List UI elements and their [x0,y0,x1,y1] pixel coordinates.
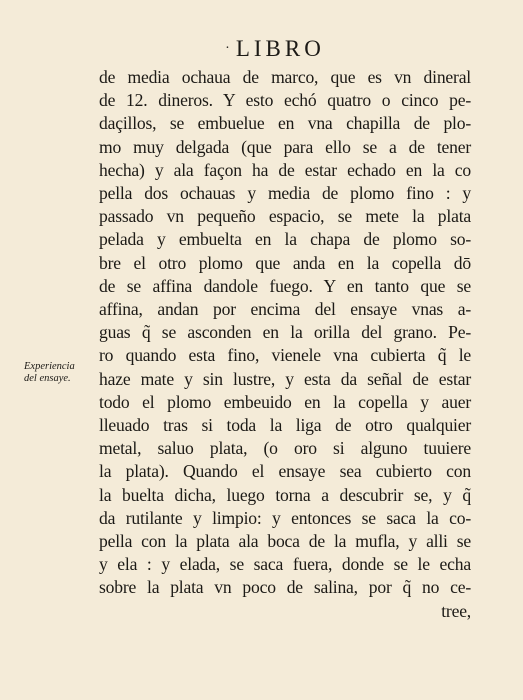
running-title: LIBRO [235,36,325,61]
text-line: bre el otro plomo que anda en la copella dō [99,252,471,273]
text-line: da rutilante y limpio: y entonces se saca la co- [99,507,471,528]
page-header [150,36,400,62]
text-line: hecha) y ala façon ha de estar echado en la co [99,159,471,180]
text-line: pella dos ochauas y media de plomo fino : y [99,183,471,204]
margin-note [24,361,98,385]
header-ornament: · [225,41,234,56]
text-line: sobre la plata vn poco de salina, por q̃ no ce- [99,577,471,598]
text-line: passado vn pequeño espacio, se mete la plata [99,206,471,227]
margin-note-line: del ensaye. [24,373,71,384]
body-text [99,66,471,623]
text-line: pelada y embuelta en la chapa de plomo so- [99,229,471,250]
text-line: todo el plomo embeuido en la copella y auer [99,391,471,412]
text-line: metal, saluo plata, (o oro si alguno tuuiere [99,438,471,459]
text-line: y ela : y elada, se saca fuera, donde se le echa [99,554,471,575]
text-line: pella con la plata ala boca de la mufla, y alli se [99,531,471,552]
text-line: ro quando esta fino, vienele vna cubierta q̃ le [99,345,471,366]
text-line: tree, [441,600,471,621]
text-line: guas q̃ se asconden en la orilla del grano. Pe- [99,322,471,343]
text-line: la plata). Quando el ensaye sea cubierto con [99,461,471,482]
text-line: mo muy delgada (que para ello se a de tener [99,136,471,157]
text-line: de 12. dineros. Y esto echó quatro o cinco pe- [99,90,471,111]
text-line: affina, andan por encima del ensaye vnas a- [99,299,471,320]
text-line: haze mate y sin lustre, y esta da señal de estar [99,368,471,389]
margin-note-line: Experiencia [24,361,75,372]
text-line: de media ochaua de marco, que es vn dineral [99,67,471,87]
text-line: lleuado tras si toda la liga de otro qualquier [99,415,471,436]
text-line: de se affina dandole fuego. Y en tanto que se [99,275,471,296]
text-line: daçillos, se embuelue en vna chapilla de plo- [99,113,471,134]
text-line: la buelta dicha, luego torna a descubrir se, y q̃ [99,484,471,505]
